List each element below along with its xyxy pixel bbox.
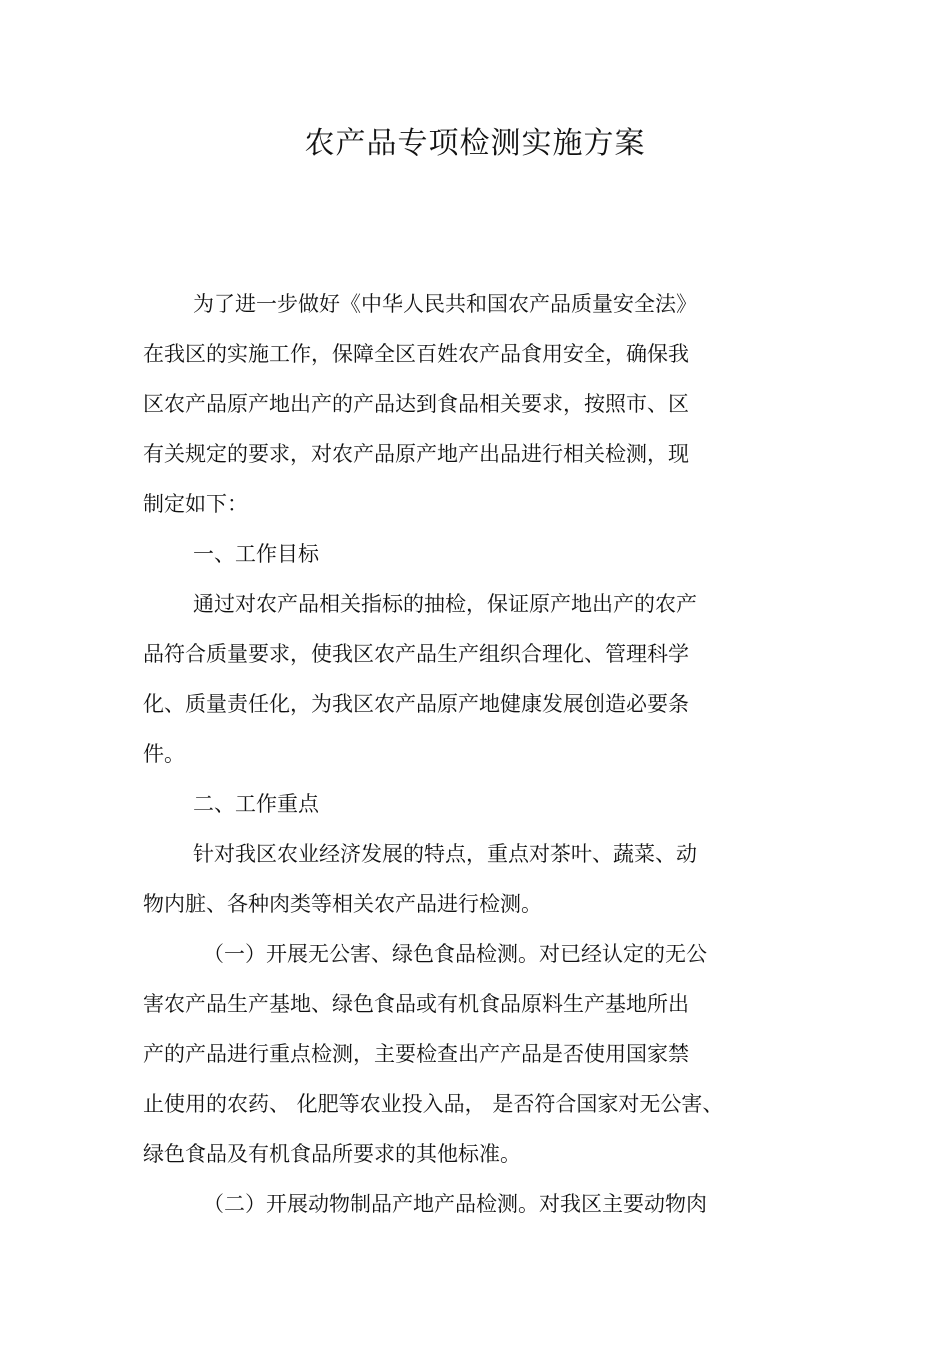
paragraph-line: 止使用的农药、 化肥等农业投入品， 是否符合国家对无公害、: [143, 1092, 724, 1116]
paragraph-line: 为了进一步做好《中华人民共和国农产品质量安全法》: [193, 292, 697, 316]
paragraph-line: 在我区的实施工作，保障全区百姓农产品食用安全，确保我: [143, 342, 689, 366]
paragraph-line: 区农产品原产地出产的产品达到食品相关要求，按照市、区: [143, 392, 689, 416]
document-title: 农产品专项检测实施方案: [304, 126, 646, 161]
paragraph-line: 针对我区农业经济发展的特点，重点对茶叶、蔬菜、动: [193, 842, 697, 866]
section-heading: 二、工作重点: [193, 792, 319, 816]
paragraph-line: （二）开展动物制品产地产品检测。对我区主要动物肉: [203, 1192, 707, 1216]
paragraph-line: 有关规定的要求，对农产品原产地产出品进行相关检测，现: [143, 442, 689, 466]
paragraph-line: 品符合质量要求，使我区农产品生产组织合理化、管理科学: [143, 642, 689, 666]
paragraph-line: 通过对农产品相关指标的抽检，保证原产地出产的农产: [193, 592, 697, 616]
paragraph-line: 产的产品进行重点检测，主要检查出产产品是否使用国家禁: [143, 1042, 689, 1066]
section-heading: 一、工作目标: [193, 542, 319, 566]
paragraph-line: 制定如下：: [143, 492, 248, 516]
paragraph-line: 害农产品生产基地、绿色食品或有机食品原料生产基地所出: [143, 992, 689, 1016]
paragraph-line: 物内脏、各种肉类等相关农产品进行检测。: [143, 892, 542, 916]
paragraph-line: 绿色食品及有机食品所要求的其他标准。: [143, 1142, 521, 1166]
paragraph-line: （一）开展无公害、绿色食品检测。对已经认定的无公: [203, 942, 707, 966]
paragraph-line: 件。: [143, 742, 185, 766]
paragraph-line: 化、质量责任化，为我区农产品原产地健康发展创造必要条: [143, 692, 689, 716]
